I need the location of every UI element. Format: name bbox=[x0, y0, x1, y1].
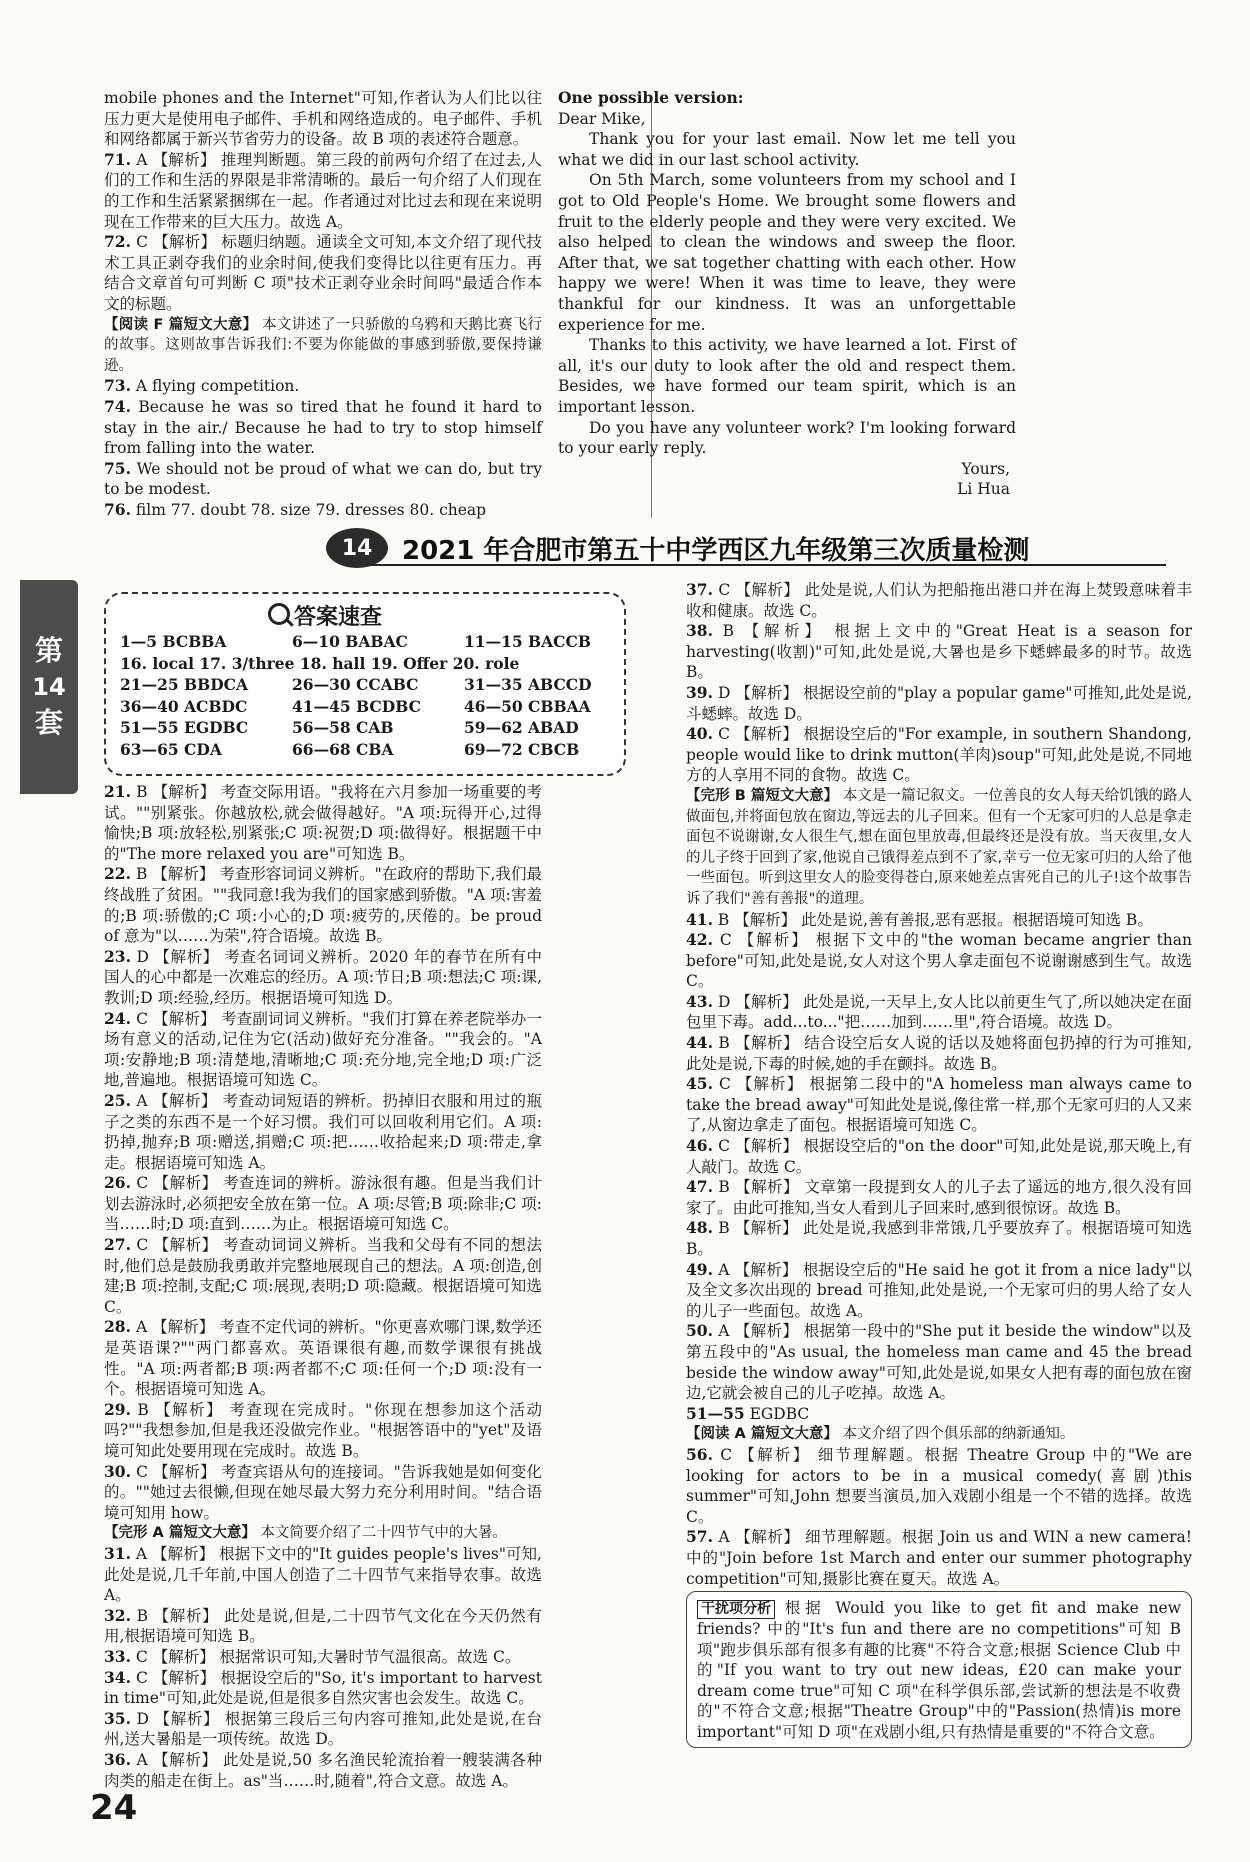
passage-summary bbox=[686, 1424, 1192, 1445]
answer-text: D 【解析】 根据第三段后三句内容可推知,此处是说,在台州,送大暑船是一项传统。故选 D。 bbox=[104, 1709, 542, 1749]
answer-text: B 【解析】 考查交际用语。"我将在六月参加一场重要的考试。""别紧张。你越放松,就会做得越好。"A 项:玩得开心,过得愉快;B 项:放轻松,别紧张;C 项:祝贺;D 项:做得好。根据题干中的"The more relaxed you are"可知选 B。 bbox=[104, 783, 542, 863]
question-number: 35. bbox=[104, 1708, 131, 1728]
distractor-analysis-text: 根据 Would you like to get fit and make new friends? 中的"It's fun and there are no competitions"可知 B 项"跑步俱乐部有很多有趣的比赛"不符合文意;根据 Science Club 中的"If you want to try out new ideas, £20 can make your dream come true"可知 C 项"在科学俱乐部,尝试新的想法是不收费的"不符合文意;根据"Theatre Group"中的"Passion(热情)is more important"可知 D 项"在戏剧小组,只有热情是重要的"不符合文意。 bbox=[697, 1599, 1181, 1741]
question-number: 75. bbox=[104, 458, 131, 478]
question-number: 24. bbox=[104, 1008, 131, 1028]
summary-text: 本文是一篇记叙文。一位善良的女人每天给饥饿的路人做面包,并将面包放在窗边,等远去的儿子回来。但有一个无家可归的人总是拿走面包不说谢谢,女人很生气,想在面包里放毒,但最终还是没有放。当天夜里,女人的儿子终于回到了家,他说自己饿得差点到不了家,幸亏一位无家可归的人给了他一些面包。听到这里女人的脸变得苍白,原来她差点害死自己的儿子!这个故事告诉了我们"善有善报"的道理。 bbox=[686, 787, 1193, 907]
summary-text: 本文介绍了四个俱乐部的纳新通知。 bbox=[842, 1426, 1075, 1443]
summary-text: 本文简要介绍了二十四节气中的大暑。 bbox=[260, 1525, 507, 1542]
answer-text: D 【解析】 考查名词词义辨析。2020 年的春节在所有中国人的心中都是一次难忘的经历。A 项:节日;B 项:想法;C 项:课,教训;D 项:经验,经历。根据语境可知选 D。 bbox=[104, 947, 542, 1007]
answer-text: B 【解析】 文章第一段提到女人的儿子去了遥远的地方,很久没有回家了。由此可推知,当女人看到儿子回来时,感到很惊讶。故选 B。 bbox=[686, 1178, 1192, 1217]
question-number: 51—55 bbox=[686, 1403, 745, 1423]
answer-item bbox=[686, 910, 1192, 931]
answer-item bbox=[686, 1177, 1192, 1218]
letter-heading: One possible version: bbox=[558, 88, 744, 107]
answer-key-cell: 46—50 CBBAA bbox=[464, 696, 591, 716]
answer-key-cell: 59—62 ABAD bbox=[464, 718, 579, 738]
answer-text: C 【解析】 根据设空后的"So, it's important to harvest in time"可知,此处是说,但是很多自然灾害也会发生。故选 C。 bbox=[104, 1668, 542, 1708]
answer-key-cell: 1—5 BCBBA bbox=[120, 632, 227, 651]
answer-item bbox=[104, 1317, 542, 1399]
answer-item bbox=[104, 1173, 542, 1235]
lower-left-column bbox=[104, 782, 542, 1791]
question-number: 47. bbox=[686, 1177, 713, 1197]
answer-item bbox=[686, 930, 1192, 992]
answer-key-grid bbox=[120, 632, 620, 761]
answer-item bbox=[686, 580, 1192, 621]
letter-body bbox=[558, 129, 1016, 459]
letter-paragraph: Thanks to this activity, we have learned a lot. First of all, it's our duty to look after the old and respect them. Besides, we have formed our team spirit, which is an important lesson. bbox=[558, 336, 1016, 416]
answer-key-cell: 16. local 17. 3/three 18. hall 19. Offer 20. role bbox=[120, 653, 520, 673]
question-number: 30. bbox=[104, 1461, 131, 1481]
answer-key-cell: 31—35 ABCCD bbox=[464, 675, 592, 695]
answer-item bbox=[104, 232, 542, 314]
passage-summary bbox=[104, 315, 542, 377]
answer-item bbox=[104, 150, 542, 232]
answer-text: B 【解析】 考查现在完成时。"你现在想参加这个活动吗?""我想参加,但是我还没做完作业。"根据答语中的"yet"及语境可知此处要用现在完成时。故选 B。 bbox=[104, 1400, 542, 1460]
answer-text: A 【解析】 根据设空后的"He said he got it from a nice lady"以及全文多次出现的 bread 可推知,此处是说,一个无家可归的男人给了女人的儿子一些面包。故选 A。 bbox=[686, 1260, 1192, 1320]
answer-text: C 【解析】 根据设空后的"on the door"可知,此处是说,那天晚上,有人敲门。故选 C。 bbox=[686, 1137, 1192, 1176]
answer-item bbox=[104, 500, 542, 521]
answer-text: C 【解析】 根据第二段中的"A homeless man always came to take the bread away"可知此处是说,像往常一样,那个无家可归的人又来了,从窗边拿走了面包。根据语境可知选 C。 bbox=[686, 1075, 1192, 1135]
answer-text: A 【解析】 考查不定代词的辨析。"你更喜欢哪门课,数学还是英语课?""两门都喜欢。英语课很有趣,而数学课很有挑战性。"A 项:两者都;B 项:两者都不;C 项:任何一个;D 项:没有一个。根据语境可知选 A。 bbox=[104, 1318, 542, 1399]
answer-key-cell: 26—30 CCABC bbox=[292, 675, 419, 695]
question-number: 40. bbox=[686, 724, 713, 744]
answer-item bbox=[104, 1709, 542, 1750]
answer-key-cell: 66—68 CBA bbox=[292, 739, 394, 759]
answer-key-cell: 63—65 CDA bbox=[120, 739, 222, 759]
answer-item bbox=[104, 1544, 542, 1606]
question-number: 71. bbox=[104, 149, 131, 169]
answer-key-cell: 21—25 BBDCA bbox=[120, 675, 249, 695]
answer-item bbox=[104, 397, 542, 459]
side-tab bbox=[20, 580, 78, 794]
answer-text: film 77. doubt 78. size 79. dresses 80. cheap bbox=[135, 500, 487, 519]
answer-text: A 【解析】 此处是说,50 多名渔民轮流抬着一艘装满各种肉类的船走在街上。as"当……时,随着",符合文意。故选 A。 bbox=[104, 1750, 542, 1790]
summary-text: 本文讲述了一只骄傲的乌鸦和天鹅比赛飞行的故事。这则故事告诉我们:不要为你能做的事感到骄傲,要保持谦逊。 bbox=[104, 316, 543, 374]
question-number: 25. bbox=[104, 1090, 131, 1110]
answer-item bbox=[104, 1750, 542, 1791]
answer-key-title: 答案速查 bbox=[294, 605, 383, 630]
answer-text: B 【解析】 结合设空后女人说的话以及她将面包扔掉的行为可推知,此处是说,下毒的时候,她的手在颤抖。故选 B。 bbox=[686, 1034, 1192, 1073]
answer-text: EGDBC bbox=[749, 1404, 810, 1423]
answer-text: B 【解析】 考查形容词词义辨析。"在政府的帮助下,我们最终战胜了贫困。""我同意!我为我们的国家感到骄傲。"A 项:害羞的;B 项:骄傲的;C 项:小心的;D 项:疲劳的,厌倦的。be proud of 意为"以……为荣",符合语境。故选 B。 bbox=[104, 865, 542, 946]
question-number: 74. bbox=[104, 396, 131, 416]
answer-item bbox=[104, 459, 542, 500]
answer-item bbox=[104, 864, 542, 946]
answer-item bbox=[686, 1074, 1192, 1136]
answer-key-cell: 51—55 EGDBC bbox=[120, 718, 249, 738]
answer-item bbox=[104, 1606, 542, 1647]
question-number: 76. bbox=[104, 499, 131, 519]
magnifier-icon bbox=[268, 603, 290, 625]
question-number: 36. bbox=[104, 1749, 131, 1769]
summary-heading: 【完形 A 篇短文大意】 bbox=[104, 1525, 256, 1542]
answer-item bbox=[686, 724, 1192, 786]
answer-item bbox=[104, 1235, 542, 1317]
answer-key-cell: 69—72 CBCB bbox=[464, 739, 580, 759]
question-number: 34. bbox=[104, 1667, 131, 1687]
answer-item bbox=[686, 1445, 1192, 1527]
letter-paragraph: Do you have any volunteer work? I'm looking forward to your early reply. bbox=[558, 418, 1016, 458]
answer-item bbox=[104, 1647, 542, 1668]
section-number-badge: 14 bbox=[326, 528, 388, 568]
header-rule bbox=[366, 564, 1166, 566]
answer-text: D 【解析】 此处是说,一天早上,女人比以前更生气了,所以她决定在面包里下毒。add...to..."把……加到……里",符合语境。故选 D。 bbox=[686, 992, 1192, 1032]
question-number: 27. bbox=[104, 1235, 131, 1255]
question-number: 32. bbox=[104, 1605, 131, 1625]
answer-text: C 【解析】 根据设空后的"For example, in southern Shandong, people would like to drink mutton(羊肉)soup"可知,此处是说,不同地方的人享用不同的食物。故选 C。 bbox=[686, 725, 1192, 785]
question-number: 23. bbox=[104, 946, 131, 966]
answer-text: D 【解析】 根据设空前的"play a popular game"可推知,此处是说,斗蟋蟀。故选 D。 bbox=[686, 683, 1192, 723]
answer-item bbox=[104, 376, 542, 397]
answer-key-cell: 56—58 CAB bbox=[292, 718, 394, 738]
passage-summary bbox=[104, 1523, 542, 1544]
letter-paragraph: On 5th March, some volunteers from my school and I got to Old People's Home. We brought some flowers and fruit to the elderly people and they were very excited. We also helped to clean the windows and sweep the floor. After that, we sat together chatting with each other. How happy we were! When it was time to leave, they were thankful for our kindness. It was an unforgettable experience for me. bbox=[558, 171, 1016, 334]
answer-text: We should not be proud of what we can do, but try to be modest. bbox=[104, 459, 542, 499]
passage-summary bbox=[686, 786, 1192, 910]
answer-text: A 【解析】 细节理解题。根据 Join us and WIN a new camera! 中的"Join before 1st March and enter our summer photography competition"可知,摄影比赛在夏天。故选 A。 bbox=[686, 1528, 1192, 1588]
answer-key-cell: 36—40 ACBDC bbox=[120, 696, 248, 716]
answer-text: C 【解析】 考查副词词义辨析。"我们打算在养老院举办一场有意义的活动,记住为它(活动)做好充分准备。""我会的。"A 项:安静地;B 项:清楚地,清晰地;C 项:充分地,完全地;D 项:广泛地,普遍地。根据语境可知选 C。 bbox=[104, 1009, 542, 1090]
answer-text: C 【解析】 根据常识可知,大暑时节气温很高。故选 C。 bbox=[135, 1647, 521, 1666]
answer-key-cell: 11—15 BACCB bbox=[464, 632, 591, 651]
question-number: 72. bbox=[104, 232, 131, 252]
answer-text: C 【解析】 细节理解题。根据 Theatre Group 中的"We are looking for actors to be in a musical comedy(喜剧)this summer"可知,John 想要当演员,加入戏剧小组是一个不错的选择。故选 C。 bbox=[686, 1445, 1192, 1526]
section-title: 2021 年合肥市第五十中学西区九年级第三次质量检测 bbox=[402, 536, 1030, 566]
letter-paragraph: Thank you for your last email. Now let me tell you what we did in our last school activity. bbox=[558, 130, 1016, 169]
distractor-analysis-box bbox=[686, 1591, 1192, 1748]
answer-text: A flying competition. bbox=[135, 377, 300, 396]
summary-heading: 【完形 B 篇短文大意】 bbox=[686, 787, 839, 804]
answer-text: C 【解析】 根据下文中的"the woman became angrier than before"可知,此处是说,女人对这个男人拿走面包不说谢谢感到生气。故选 C。 bbox=[686, 931, 1193, 991]
question-number: 21. bbox=[104, 782, 131, 801]
answer-item bbox=[104, 1462, 542, 1524]
answer-text: A 【解析】 推理判断题。第三段的前两句介绍了在过去,人们的工作和生活的界限是非常清晰的。最后一句介绍了人们现在的工作和生活紧紧捆绑在一起。作者通过对比过去和现在来说明现在工作带来的巨大压力。故选 A。 bbox=[104, 150, 542, 231]
answer-item bbox=[104, 947, 542, 1009]
distractor-analysis-tag: 干扰项分析 bbox=[697, 1600, 775, 1619]
answer-text: mobile phones and the Internet"可知,作者认为人们比以往压力更大是使用电子邮件、手机和网络造成的。电子邮件、手机和网络都属于新兴节省劳力的设备。故 B 项的表述符合题意。 bbox=[104, 89, 542, 149]
answer-item bbox=[104, 1400, 542, 1462]
answer-item bbox=[686, 1321, 1192, 1403]
question-number: 33. bbox=[104, 1646, 131, 1666]
answer-text: A 【解析】 根据第一段中的"She put it beside the window"以及第五段中的"As usual, the homeless man came and 45 the bread beside the window away"可知,此处是说,如果女人把有毒的面包放在窗边,它就会被自己的儿子吃掉。故选 A。 bbox=[686, 1322, 1192, 1403]
question-number: 41. bbox=[686, 909, 713, 929]
page-number: 24 bbox=[90, 1788, 138, 1828]
answer-item bbox=[686, 1260, 1192, 1322]
question-number: 22. bbox=[104, 864, 131, 884]
side-tab-number: 14 bbox=[32, 673, 66, 701]
letter-closing: Yours, bbox=[961, 459, 1010, 478]
answer-item bbox=[686, 992, 1192, 1033]
top-left-column bbox=[104, 88, 542, 520]
question-number: 38. bbox=[686, 621, 713, 641]
question-number: 49. bbox=[686, 1259, 713, 1279]
answer-text: A 【解析】 考查动词短语的辨析。扔掉旧衣服和用过的瓶子之类的东西不是一个好习惯。我们可以回收利用它们。A 项:扔掉,抛弃;B 项:赠送,捐赠;C 项:把……收拾起来;D 项:带走,拿走。根据语境可知选 A。 bbox=[104, 1091, 542, 1172]
question-number: 57. bbox=[686, 1527, 713, 1547]
answer-item bbox=[686, 1404, 1192, 1425]
answer-text: C 【解析】 考查动词词义辨析。当我和父母有不同的想法时,他们总是鼓励我勇敢并完整地展现自己的想法。A 项:创造,创建;B 项:控制,支配;C 项:展现,表明;D 项:隐藏。根据语境可知选 C。 bbox=[104, 1236, 542, 1316]
answer-text: B 【解析】 此处是说,但是,二十四节气文化在今天仍然有用,根据语境可知选 B。 bbox=[104, 1606, 542, 1646]
answer-text: B 【解析】 根据上文中的"Great Heat is a season for harvesting(收割)"可知,此处是说,大暑也是乡下蟋蟀最多的时节。故选 B。 bbox=[686, 622, 1192, 682]
question-number: 31. bbox=[104, 1543, 131, 1563]
answer-text: C 【解析】 标题归纳题。通读全文可知,本文介绍了现代技术工具正剥夺我们的业余时间,使我们变得比以往更有压力。再结合文章首句可判断 C 项"技术正剥夺业余时间吗"最适合作本文的标题。 bbox=[104, 233, 542, 313]
answer-key-box bbox=[104, 592, 626, 776]
question-number: 37. bbox=[686, 580, 713, 599]
answer-text: C 【解析】 此处是说,人们认为把船拖出港口并在海上焚毁意味着丰收和健康。故选 C。 bbox=[686, 581, 1192, 620]
answer-item bbox=[686, 621, 1192, 683]
question-number: 28. bbox=[104, 1317, 131, 1337]
answer-text: C 【解析】 考查连词的辨析。游泳很有趣。但是当我们计划去游泳时,必须把安全放在第一位。A 项:尽管;B 项:除非;C 项:当……时;D 项:直到……为止。根据语境可知选 C。 bbox=[104, 1174, 542, 1234]
question-number: 43. bbox=[686, 991, 713, 1011]
question-number: 46. bbox=[686, 1136, 713, 1156]
answer-item bbox=[104, 1668, 542, 1709]
answer-key-cell: 41—45 BCDBC bbox=[292, 696, 421, 716]
question-number: 73. bbox=[104, 376, 131, 396]
answer-text: C 【解析】 考查宾语从句的连接词。"告诉我她是如何变化的。""她过去很懒,但现在她尽最大努力充分利用时间。"结合语境可知用 how。 bbox=[104, 1462, 542, 1522]
side-tab-char-3: 套 bbox=[34, 706, 63, 739]
answer-item bbox=[686, 1033, 1192, 1074]
answer-text: Because he was so tired that he found it hard to stay in the air./ Because he had to try to stop himself from falling into the water. bbox=[104, 397, 542, 458]
answer-item bbox=[686, 1218, 1192, 1259]
section-header bbox=[326, 528, 1166, 574]
question-number: 50. bbox=[686, 1321, 713, 1341]
answer-text: B 【解析】 此处是说,我感到非常饿,几乎要放弃了。根据语境可知选 B。 bbox=[686, 1219, 1192, 1258]
question-number: 29. bbox=[104, 1399, 131, 1419]
answer-key-cell: 6—10 BABAC bbox=[292, 632, 408, 651]
letter-greeting: Dear Mike, bbox=[558, 109, 646, 128]
question-number: 45. bbox=[686, 1074, 713, 1094]
lower-right-column bbox=[686, 580, 1192, 1589]
question-number: 42. bbox=[686, 930, 713, 950]
answer-text: B 【解析】 此处是说,善有善报,恶有恶报。根据语境可知选 B。 bbox=[717, 910, 1153, 929]
side-tab-char-1: 第 bbox=[34, 634, 63, 667]
answer-item bbox=[686, 1527, 1192, 1589]
answer-text: A 【解析】 根据下文中的"It guides people's lives"可知,此处是说,几千年前,中国人创造了二十四节气来指导农事。故选 A。 bbox=[104, 1544, 542, 1605]
question-number: 39. bbox=[686, 682, 713, 702]
answer-item bbox=[104, 1091, 542, 1173]
answer-item bbox=[686, 683, 1192, 724]
question-number: 26. bbox=[104, 1173, 131, 1193]
letter-signature: Li Hua bbox=[957, 480, 1010, 499]
answer-item bbox=[686, 1136, 1192, 1177]
question-number: 44. bbox=[686, 1033, 713, 1053]
answer-item bbox=[104, 1009, 542, 1091]
answer-item bbox=[104, 782, 542, 864]
answer-item bbox=[104, 88, 542, 150]
summary-heading: 【阅读 A 篇短文大意】 bbox=[686, 1426, 838, 1443]
question-number: 48. bbox=[686, 1218, 713, 1238]
model-letter bbox=[558, 88, 1016, 500]
question-number: 56. bbox=[686, 1444, 713, 1464]
summary-heading: 【阅读 F 篇短文大意】 bbox=[104, 316, 258, 333]
